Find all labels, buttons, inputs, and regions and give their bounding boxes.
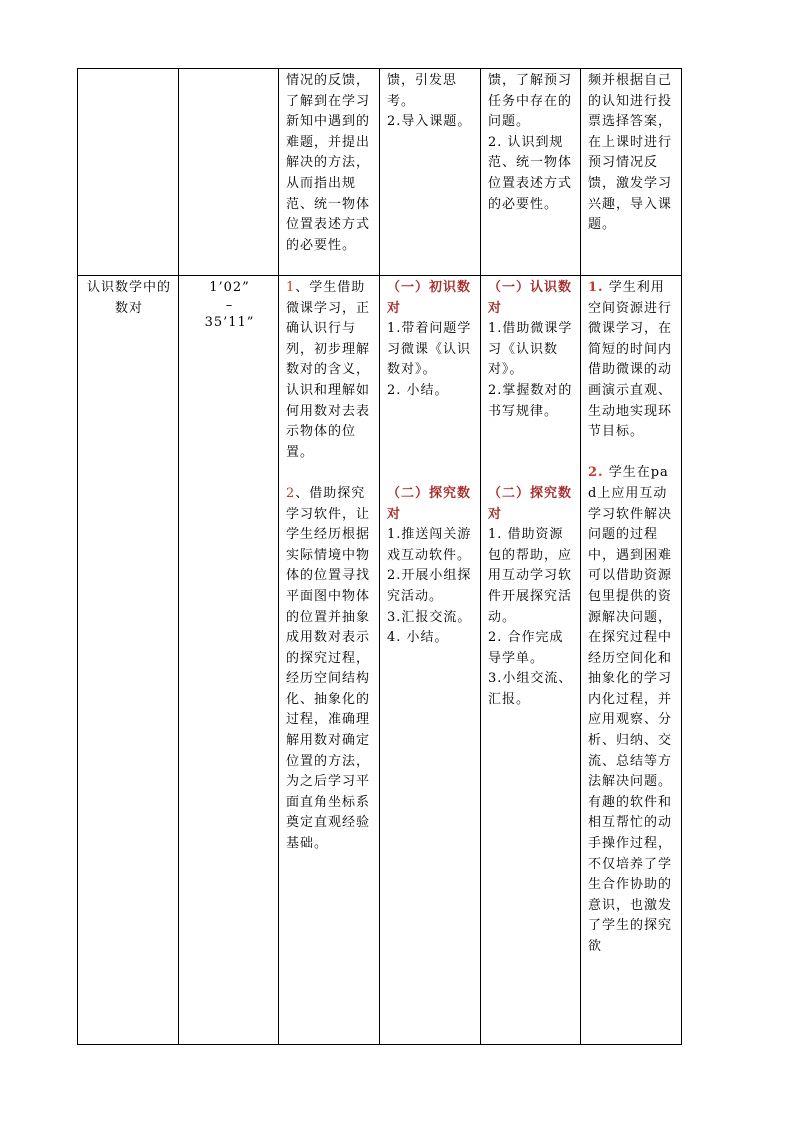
list-item: 4. 小结。 [387, 630, 449, 646]
text-line: 2.导入课题。 [387, 114, 472, 130]
cell-teacher-activity [380, 276, 481, 1045]
section-heading: （二）探究数对 [387, 485, 472, 522]
list-item: 1. 借助资源包的帮助，应用互动学习软件开展探究活动。 [488, 527, 573, 625]
spacer [588, 443, 676, 464]
table-row [78, 276, 682, 1045]
text-line: 馈，引发思考。 [387, 73, 458, 109]
lesson-plan-table [77, 68, 682, 1045]
intent-1-text: 学生利用空间资源进行微课学习，在简短的时间内借助微课的动画演示直观、生动地实现环节目标。 [588, 280, 673, 440]
list-item: 2.开展小组探究活动。 [387, 568, 472, 604]
objective-2 [286, 484, 374, 855]
section-heading: （一）初识数对 [387, 280, 472, 316]
list-item: 1.借助微课学习《认识数对》。 [488, 321, 573, 378]
intent-2-text: 学生在pad上应用互动学习软件解决问题的过程中，遇到困难可以借助资源包里提供的资源解决问题，在探究过程中经历空间化和抽象化的学习内化过程，并应用观察、分析、归纳、交流、总结等方法解决问题。有趣的软件和相互帮忙的动手操作过程，不仅培养了学生合作协助的意识，也激发了学生的探究欲 [588, 465, 673, 954]
text-line: 馈，了解预习任务中存在的问题。 [488, 73, 573, 130]
table-row [78, 69, 682, 276]
objective-2-text: 、借助探究学习软件，让学生经历根据实际情境中物体的位置寻找平面图中物体的位置并抽象成用数对表示的探究过程，经历空间结构化、抽象化的过程，准确理解用数对确定位置的方法，为之后学习平面直角坐标系奠定直观经验基础。 [286, 485, 371, 852]
section-heading: （二）探究数对 [488, 485, 573, 522]
spacer [488, 443, 575, 464]
time-start: 1’02” [209, 280, 250, 295]
intent-1 [588, 278, 676, 443]
spacer [387, 443, 475, 464]
cell-stage: 认识数学中的数对 [78, 276, 179, 1045]
time-end: 35’11” [204, 314, 255, 330]
cell-student-activity [481, 276, 581, 1045]
cell-stage [78, 69, 179, 276]
intent-2 [588, 463, 676, 957]
list-item: 2. 合作完成导学单。 [488, 630, 564, 666]
cell-objective: 情况的反馈，了解到在学习新知中遇到的难题，并提出解决的方法，从而指出规范、统一物体位置表述方式的必要性。 [279, 69, 380, 276]
cell-student-activity [481, 69, 581, 276]
spacer [387, 402, 475, 423]
text-line: 2. 认识到规范、统一物体位置表述方式的必要性。 [488, 134, 573, 212]
cell-design-intent: 频并根据自己的认知进行投票选择答案，在上课时进行预习情况反馈，激发学习兴趣，导入课题。 [581, 69, 682, 276]
list-item: 2.掌握数对的书写规律。 [488, 382, 573, 419]
time-dash: – [225, 297, 234, 313]
spacer [387, 463, 475, 484]
cell-design-intent [581, 276, 682, 1045]
section-heading: （一）认识数对 [488, 280, 573, 316]
intent-2-number: 2. [588, 465, 604, 481]
objective-1-number: 1 [286, 280, 296, 295]
list-item: 1.推送闯关游戏互动软件。 [387, 527, 472, 563]
spacer [488, 422, 575, 443]
list-item: 3.汇报交流。 [387, 609, 472, 625]
cell-objective [279, 276, 380, 1045]
objective-1-text: 、学生借助微课学习，正确认识行与列，初步理解数对的含义，认识和理解如何用数对去表示物体的位置。 [286, 280, 371, 460]
list-item: 1.带着问题学习微课《认识数对》。 [387, 321, 472, 378]
cell-time [179, 69, 279, 276]
list-item: 3.小组交流、汇报。 [488, 671, 573, 707]
objective-2-number: 2 [286, 485, 296, 501]
list-item: 2. 小结。 [387, 382, 449, 398]
cell-time [179, 276, 279, 1045]
spacer [286, 463, 374, 484]
spacer [488, 463, 575, 484]
objective-1 [286, 278, 374, 463]
cell-teacher-activity [380, 69, 481, 276]
intent-1-number: 1. [588, 280, 604, 295]
spacer [387, 422, 475, 443]
